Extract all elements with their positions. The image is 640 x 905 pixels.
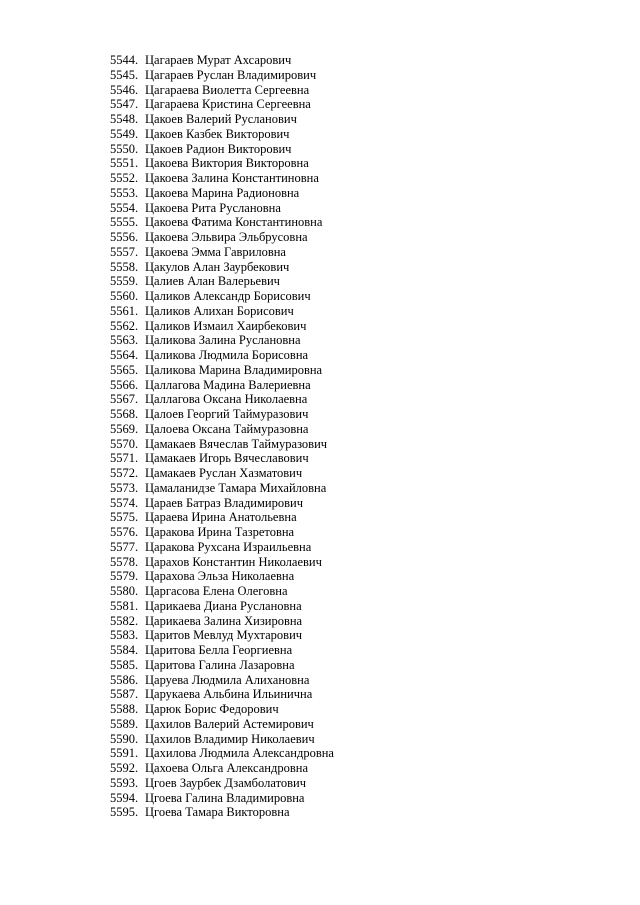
entry-number: 5557.: [110, 244, 139, 259]
list-item: [110, 127, 334, 142]
entry-number: 5546.: [110, 82, 139, 97]
entry-number: 5582.: [110, 613, 139, 628]
entry-number: 5567.: [110, 392, 139, 407]
entry-name: Царукаева Альбина Ильинична: [145, 687, 313, 702]
entry-number: 5585.: [110, 657, 139, 672]
entry-name: Цагараева Кристина Сергеевна: [145, 97, 311, 112]
list-item: [110, 53, 334, 68]
list-item: [110, 260, 334, 275]
list-item: [110, 333, 334, 348]
entry-number: 5569.: [110, 421, 139, 436]
entry-number: 5588.: [110, 702, 139, 716]
entry-number: 5556.: [110, 230, 139, 244]
entry-name: Цараева Ирина Анатольевна: [145, 510, 297, 525]
entry-name: Цамаланидзе Тамара Михайловна: [145, 480, 327, 495]
list-item: [110, 156, 334, 171]
entry-number: 5579.: [110, 569, 139, 584]
entry-name: Цахоева Ольга Александровна: [145, 761, 308, 775]
entry-name: Цагараева Виолетта Сергеевна: [145, 82, 310, 97]
entry-number: 5574.: [110, 495, 139, 510]
entry-name: Царуева Людмила Алихановна: [145, 672, 310, 687]
entry-number: 5580.: [110, 584, 139, 598]
entry-name: Цаллагова Оксана Николаевна: [145, 392, 308, 407]
entry-name: Цаликов Измаил Хаирбекович: [145, 318, 307, 333]
entry-name: Цакоева Фатима Константиновна: [145, 215, 323, 230]
list-item: [110, 569, 334, 584]
entry-number: 5547.: [110, 97, 139, 112]
list-item: [110, 407, 334, 422]
entry-name: Царахова Эльза Николаевна: [145, 569, 295, 584]
entry-name: Царакова Ирина Тазретовна: [145, 525, 295, 539]
list-item: [110, 732, 334, 747]
entry-name: Цамакаев Руслан Хазматович: [145, 466, 303, 480]
entry-name: Царакова Рухсана Израильевна: [145, 539, 312, 554]
list-item: [110, 614, 334, 629]
entry-number: 5562.: [110, 318, 139, 333]
entry-name: Цаллагова Мадина Валериевна: [145, 377, 311, 392]
list-item: [110, 289, 334, 304]
entry-name: Цахилов Валерий Астемирович: [145, 716, 314, 731]
entry-number: 5544.: [110, 53, 139, 67]
list-item: [110, 481, 334, 496]
list-item: [110, 805, 334, 820]
entry-name: Цакоева Залина Константиновна: [145, 171, 319, 185]
entry-name: Цаликова Людмила Борисовна: [145, 348, 309, 362]
entry-number: 5595.: [110, 805, 139, 820]
list-item: [110, 304, 334, 319]
entry-number: 5572.: [110, 466, 139, 480]
list-item: [110, 525, 334, 540]
entry-name: Цакоев Радион Викторович: [145, 141, 292, 156]
list-item: [110, 466, 334, 481]
entry-name: Царикаева Залина Хизировна: [145, 613, 303, 628]
entry-name: Цакоева Виктория Викторовна: [145, 156, 309, 171]
entry-number: 5594.: [110, 790, 139, 805]
list-item: [110, 451, 334, 466]
entry-name: Цахилов Владимир Николаевич: [145, 731, 315, 746]
entry-number: 5551.: [110, 156, 139, 171]
entry-name: Цаликова Залина Руслановна: [145, 333, 301, 348]
entry-name: Цакоев Валерий Русланович: [145, 112, 297, 126]
entry-number: 5587.: [110, 687, 139, 702]
entry-name: Цакоева Эмма Гавриловна: [145, 244, 286, 259]
list-item: [110, 510, 334, 525]
list-item: [110, 171, 334, 186]
list-item: [110, 702, 334, 717]
entry-name: Цаликов Александр Борисович: [145, 289, 311, 303]
list-item: [110, 599, 334, 614]
entry-number: 5565.: [110, 362, 139, 377]
list-item: [110, 422, 334, 437]
list-item: [110, 643, 334, 658]
entry-number: 5558.: [110, 259, 139, 274]
list-item: [110, 584, 334, 599]
entry-number: 5545.: [110, 67, 139, 82]
list-item: [110, 658, 334, 673]
list-item: [110, 717, 334, 732]
list-item: [110, 230, 334, 245]
entry-number: 5568.: [110, 407, 139, 421]
entry-number: 5560.: [110, 289, 139, 303]
list-item: [110, 392, 334, 407]
entry-number: 5590.: [110, 731, 139, 746]
list-item: [110, 274, 334, 289]
name-list: [110, 53, 334, 820]
entry-number: 5591.: [110, 746, 139, 761]
entry-number: 5563.: [110, 333, 139, 348]
entry-number: 5575.: [110, 510, 139, 525]
entry-name: Цагараев Руслан Владимирович: [145, 67, 317, 82]
list-item: [110, 555, 334, 570]
entry-number: 5576.: [110, 525, 139, 539]
entry-number: 5571.: [110, 451, 139, 466]
entry-number: 5584.: [110, 643, 139, 657]
entry-number: 5550.: [110, 141, 139, 156]
entry-name: Царитова Галина Лазаровна: [145, 657, 295, 672]
entry-number: 5578.: [110, 554, 139, 569]
list-item: [110, 437, 334, 452]
list-item: [110, 348, 334, 363]
entry-name: Цгоева Галина Владимировна: [145, 790, 305, 805]
list-item: [110, 687, 334, 702]
entry-number: 5583.: [110, 628, 139, 643]
list-item: [110, 142, 334, 157]
entry-number: 5554.: [110, 200, 139, 215]
entry-number: 5553.: [110, 185, 139, 200]
entry-name: Цакоева Марина Радионовна: [145, 185, 300, 200]
entry-number: 5564.: [110, 348, 139, 362]
entry-name: Цалоева Оксана Таймуразовна: [145, 421, 309, 436]
list-item: [110, 68, 334, 83]
entry-number: 5555.: [110, 215, 139, 230]
entry-name: Цахилова Людмила Александровна: [145, 746, 334, 761]
entry-name: Цамакаев Игорь Вячеславович: [145, 451, 309, 466]
entry-number: 5566.: [110, 377, 139, 392]
list-item: [110, 540, 334, 555]
list-item: [110, 186, 334, 201]
list-item: [110, 215, 334, 230]
entry-number: 5593.: [110, 775, 139, 790]
entry-number: 5581.: [110, 598, 139, 613]
list-item: [110, 746, 334, 761]
entry-name: Цараев Батраз Владимирович: [145, 495, 303, 510]
entry-name: Цгоева Тамара Викторовна: [145, 805, 290, 820]
list-item: [110, 245, 334, 260]
entry-name: Цалоев Георгий Таймуразович: [145, 407, 309, 421]
list-item: [110, 628, 334, 643]
entry-name: Цакоева Рита Руслановна: [145, 200, 281, 215]
entry-name: Цакулов Алан Заурбекович: [145, 259, 290, 274]
list-item: [110, 776, 334, 791]
entry-name: Царахов Константин Николаевич: [145, 554, 322, 569]
list-item: [110, 112, 334, 127]
entry-name: Цаликов Алихан Борисович: [145, 303, 294, 318]
list-item: [110, 363, 334, 378]
entry-name: Цгоев Заурбек Дзамболатович: [145, 775, 307, 790]
entry-name: Цамакаев Вячеслав Таймуразович: [145, 436, 328, 451]
entry-name: Цагараев Мурат Ахсарович: [145, 53, 292, 67]
entry-number: 5552.: [110, 171, 139, 185]
entry-name: Цалиев Алан Валерьевич: [145, 274, 280, 289]
list-item: [110, 378, 334, 393]
entry-name: Цакоев Казбек Викторович: [145, 126, 290, 141]
list-item: [110, 319, 334, 334]
entry-name: Цакоева Эльвира Эльбрусовна: [145, 230, 308, 244]
entry-number: 5592.: [110, 761, 139, 775]
entry-number: 5559.: [110, 274, 139, 289]
list-item: [110, 201, 334, 216]
entry-name: Цаликова Марина Владимировна: [145, 362, 323, 377]
list-item: [110, 496, 334, 511]
entry-number: 5573.: [110, 480, 139, 495]
entry-number: 5570.: [110, 436, 139, 451]
entry-name: Царюк Борис Федорович: [145, 702, 279, 716]
entry-number: 5561.: [110, 303, 139, 318]
entry-name: Царикаева Диана Руслановна: [145, 598, 302, 613]
list-item: [110, 761, 334, 776]
entry-name: Царгасова Елена Олеговна: [145, 584, 288, 598]
entry-number: 5548.: [110, 112, 139, 126]
entry-name: Царитов Мевлуд Мухтарович: [145, 628, 303, 643]
list-item: [110, 791, 334, 806]
list-item: [110, 97, 334, 112]
list-item: [110, 673, 334, 688]
list-item: [110, 83, 334, 98]
entry-number: 5586.: [110, 672, 139, 687]
entry-number: 5577.: [110, 539, 139, 554]
entry-name: Царитова Белла Георгиевна: [145, 643, 293, 657]
entry-number: 5549.: [110, 126, 139, 141]
entry-number: 5589.: [110, 716, 139, 731]
